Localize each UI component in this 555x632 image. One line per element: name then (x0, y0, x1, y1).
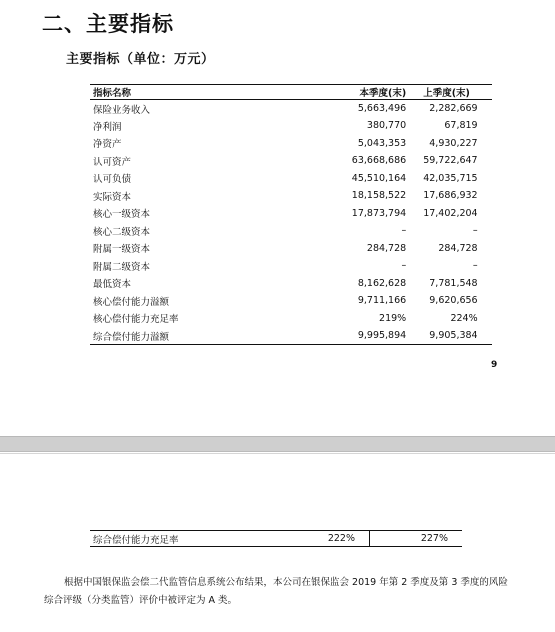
page-break-gap (0, 436, 555, 452)
row-current: 18,158,522 (351, 190, 407, 202)
row-previous: 67,819 (444, 120, 478, 132)
row-current: 45,510,164 (351, 172, 407, 184)
row-current: 5,043,353 (357, 137, 407, 149)
row-previous: 17,402,204 (423, 207, 478, 219)
page-top-edge (0, 453, 555, 454)
table-row (90, 531, 462, 547)
row-current: 222% (236, 531, 370, 547)
row-name: 净资产 (93, 139, 122, 151)
row-previous: 227% (370, 531, 463, 547)
table-row (90, 135, 492, 153)
row-name: 核心二级资本 (93, 226, 151, 238)
row-current: 63,668,686 (351, 155, 407, 167)
table-row (90, 100, 492, 118)
row-previous: 9,905,384 (420, 327, 491, 345)
row-current: – (401, 260, 407, 272)
continued-table (90, 530, 462, 547)
row-previous: 42,035,715 (423, 172, 478, 184)
table-row (90, 257, 492, 275)
row-previous: – (472, 260, 478, 272)
row-name: 认可资产 (93, 156, 132, 168)
row-current: 17,873,794 (351, 207, 407, 219)
row-previous: 9,620,656 (429, 295, 478, 307)
table-row (90, 327, 492, 345)
rating-note-paragraph: 根据中国银保监会偿二代监管信息系统公布结果，本公司在银保监会 2019 年第 2 季度及第 3 季度的风险综合评级（分类监管）评价中被评定为 A 类。 (44, 577, 508, 606)
row-current: 219% (379, 312, 407, 324)
table-row (90, 117, 492, 135)
page-number: 9 (491, 360, 498, 370)
table-header-row (90, 85, 492, 100)
row-current: – (401, 225, 407, 237)
row-current: 380,770 (366, 120, 407, 132)
row-name: 净利润 (93, 121, 122, 133)
row-name: 综合偿付能力溢额 (90, 327, 182, 345)
table-caption: 主要指标（单位：万元） (66, 52, 215, 67)
row-current: 9,995,894 (182, 327, 421, 345)
row-current: 8,162,628 (357, 277, 407, 289)
row-previous: 224% (450, 312, 478, 324)
row-name: 最低资本 (93, 279, 132, 291)
row-name: 附属二级资本 (93, 261, 151, 273)
row-current: 9,711,166 (357, 295, 407, 307)
table-row (90, 187, 492, 205)
row-previous: 7,781,548 (429, 277, 478, 289)
row-previous: 17,686,932 (423, 190, 478, 202)
table-row (90, 222, 492, 240)
row-name: 核心一级资本 (93, 209, 151, 221)
header-current-quarter: 本季度(末) (182, 85, 421, 100)
header-indicator-name: 指标名称 (90, 85, 182, 100)
row-previous: 4,930,227 (429, 137, 478, 149)
table-row (90, 152, 492, 170)
row-previous: 284,728 (438, 242, 478, 254)
row-current: 284,728 (366, 242, 407, 254)
table-row (90, 205, 492, 223)
row-name: 附属一级资本 (93, 244, 151, 256)
row-name: 综合偿付能力充足率 (90, 531, 236, 547)
table-row (90, 275, 492, 293)
row-name: 认可负债 (93, 174, 132, 186)
row-current: 5,663,496 (357, 103, 407, 114)
row-previous: 59,722,647 (423, 155, 478, 167)
table-row (90, 170, 492, 188)
row-name: 实际资本 (93, 191, 132, 203)
row-name: 核心偿付能力溢额 (93, 296, 170, 308)
row-previous: 2,282,669 (429, 103, 478, 114)
row-name: 核心偿付能力充足率 (93, 314, 179, 326)
section-title: 二、主要指标 (42, 12, 174, 36)
header-previous-quarter: 上季度(末) (420, 85, 491, 100)
table-row (90, 310, 492, 328)
main-indicators-table (90, 84, 492, 345)
row-name: 保险业务收入 (93, 104, 151, 116)
table-row (90, 240, 492, 258)
table-row (90, 292, 492, 310)
row-previous: – (472, 225, 478, 237)
